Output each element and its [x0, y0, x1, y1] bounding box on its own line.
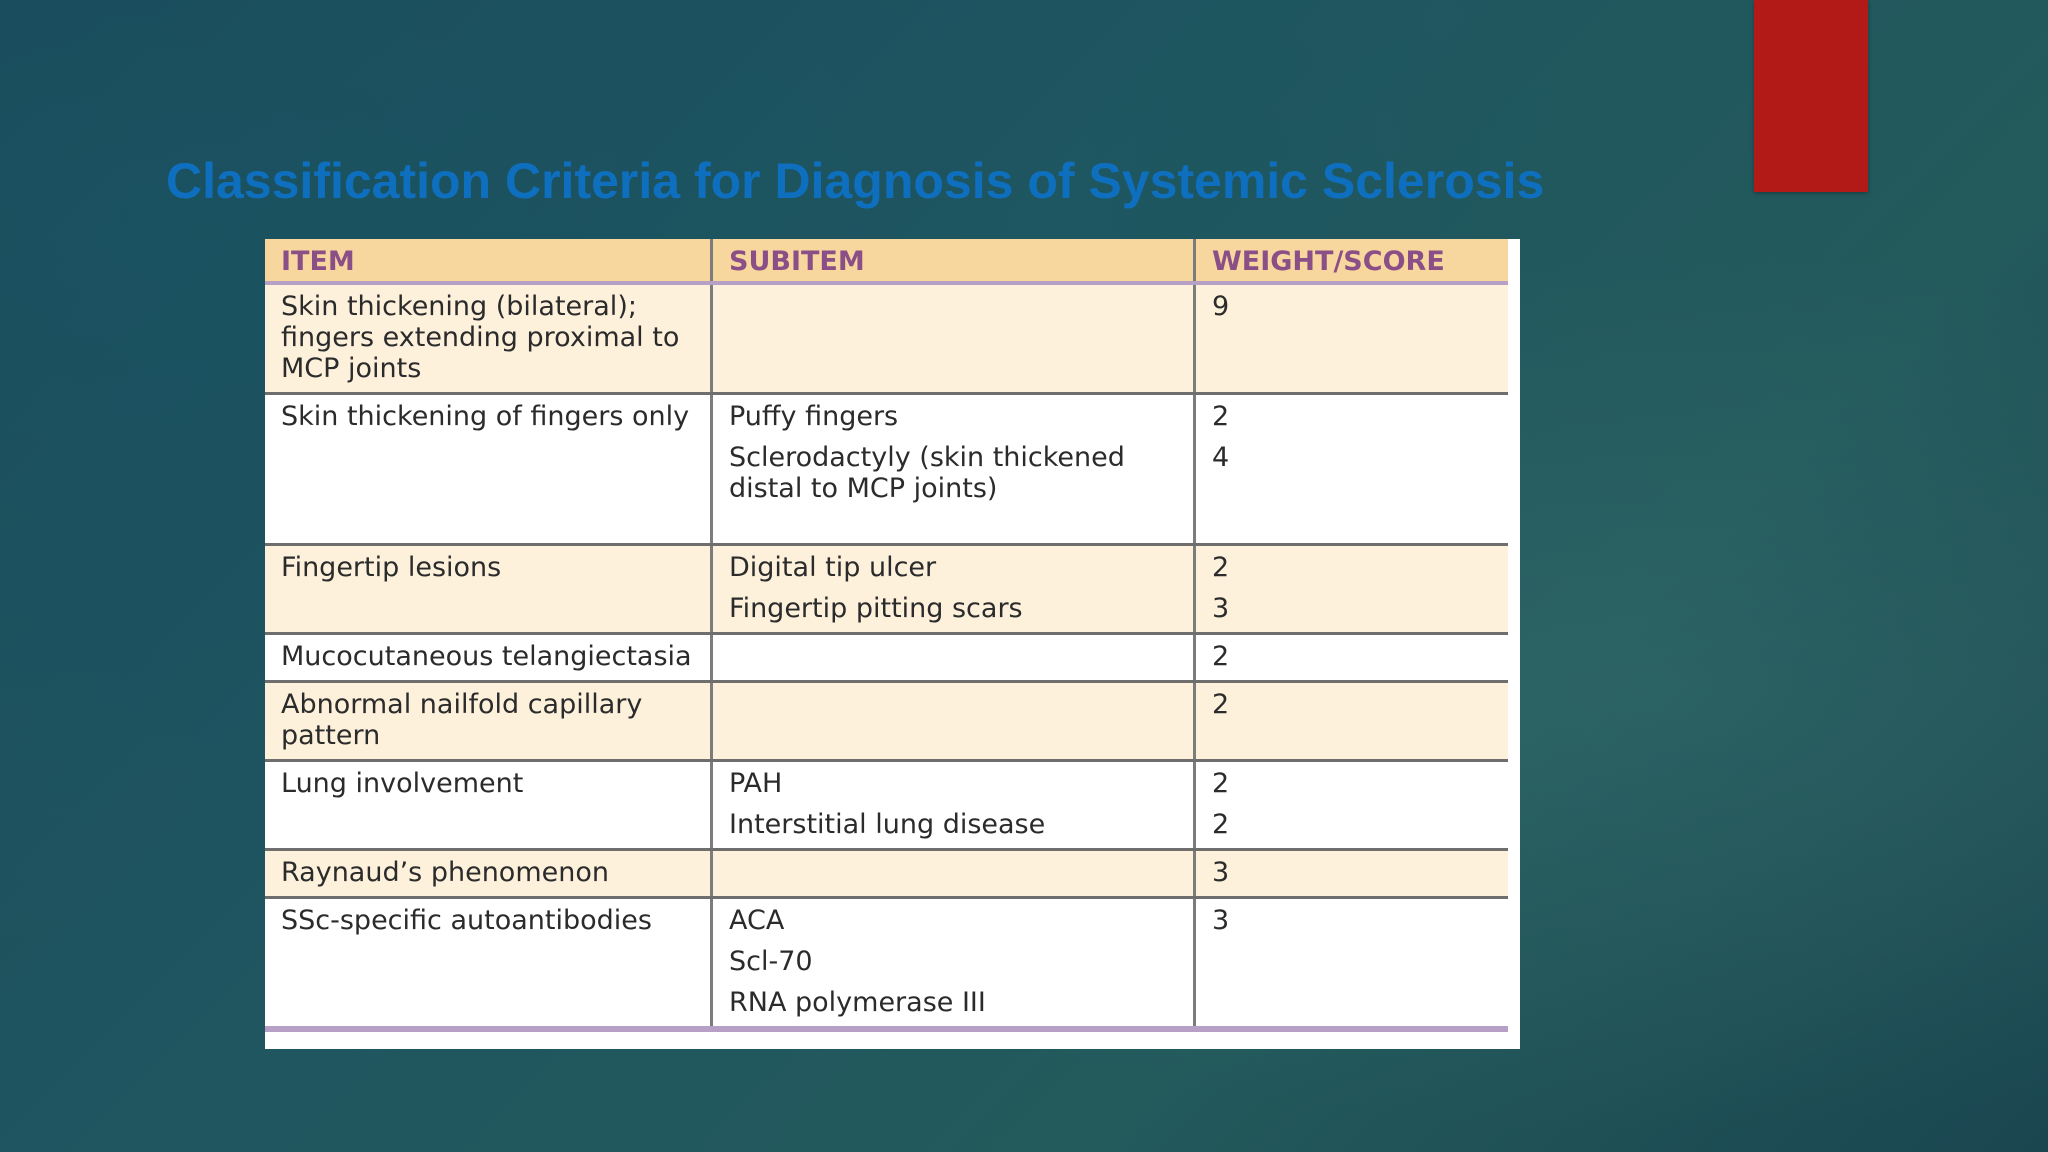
item-text: Mucocutaneous telangiectasia	[281, 641, 692, 672]
subitem-text: RNA polymerase III	[729, 987, 986, 1018]
score-cell	[1195, 545, 1509, 634]
subitem-text: ACA	[729, 905, 785, 936]
item-cell	[265, 634, 712, 682]
score-cell	[1195, 283, 1509, 394]
item-text: SSc-specific autoantibodies	[281, 905, 652, 936]
score-cell	[1195, 850, 1509, 898]
table-header-row	[265, 239, 1508, 283]
subitem-cell	[712, 394, 1195, 545]
score-value: 2	[1212, 768, 1230, 799]
score-cell	[1195, 394, 1509, 545]
item-cell	[265, 394, 712, 545]
header-item: ITEM	[265, 239, 712, 283]
accent-bar	[1754, 0, 1868, 192]
subitem-text: Interstitial lung disease	[729, 809, 1046, 840]
table-row	[265, 761, 1508, 850]
table-row	[265, 850, 1508, 898]
subitem-cell	[712, 682, 1195, 761]
criteria-table-container	[265, 239, 1520, 1049]
score-value: 2	[1212, 641, 1230, 672]
score-value: 2	[1212, 689, 1230, 720]
subitem-cell	[712, 283, 1195, 394]
score-value: 2	[1212, 809, 1230, 840]
score-value: 2	[1212, 401, 1230, 432]
score-value: 3	[1212, 905, 1230, 936]
subitem-text: PAH	[729, 768, 783, 799]
score-value: 4	[1212, 442, 1230, 473]
score-cell	[1195, 634, 1509, 682]
item-cell	[265, 682, 712, 761]
table-row	[265, 283, 1508, 394]
subitem-text: Fingertip pitting scars	[729, 593, 1023, 624]
criteria-table	[265, 239, 1508, 1032]
score-cell	[1195, 761, 1509, 850]
score-value: 2	[1212, 552, 1230, 583]
slide-title: Classification Criteria for Diagnosis of Systemic Sclerosis	[166, 153, 1545, 209]
item-cell	[265, 850, 712, 898]
header-subitem: SUBITEM	[712, 239, 1195, 283]
item-text: Lung involvement	[281, 768, 524, 799]
item-cell	[265, 545, 712, 634]
table-row	[265, 634, 1508, 682]
table-row	[265, 394, 1508, 545]
score-value: 9	[1212, 291, 1230, 322]
subitem-text: Scl-70	[729, 946, 813, 977]
subitem-cell	[712, 761, 1195, 850]
score-value: 3	[1212, 857, 1230, 888]
item-cell	[265, 761, 712, 850]
table-row	[265, 682, 1508, 761]
item-text: Fingertip lesions	[281, 552, 502, 583]
subitem-text: Digital tip ulcer	[729, 552, 937, 583]
header-weight-score: WEIGHT/SCORE	[1195, 239, 1509, 283]
subitem-text: Puffy fingers	[729, 401, 899, 432]
item-cell	[265, 898, 712, 1030]
item-text: Raynaud’s phenomenon	[281, 857, 609, 888]
subitem-cell	[712, 850, 1195, 898]
subitem-text: Sclerodactyly (skin thickened distal to MCP joints)	[729, 442, 1125, 504]
table-row	[265, 898, 1508, 1030]
score-cell	[1195, 682, 1509, 761]
subitem-cell	[712, 634, 1195, 682]
item-cell	[265, 283, 712, 394]
item-text: Skin thickening of fingers only	[281, 401, 690, 432]
score-cell	[1195, 898, 1509, 1030]
subitem-cell	[712, 898, 1195, 1030]
subitem-cell	[712, 545, 1195, 634]
item-text: Abnormal nailfold capillary pattern	[281, 689, 643, 751]
item-text: Skin thickening (bilateral); fingers extending proximal to MCP joints	[281, 291, 680, 384]
table-row	[265, 545, 1508, 634]
score-value: 3	[1212, 593, 1230, 624]
